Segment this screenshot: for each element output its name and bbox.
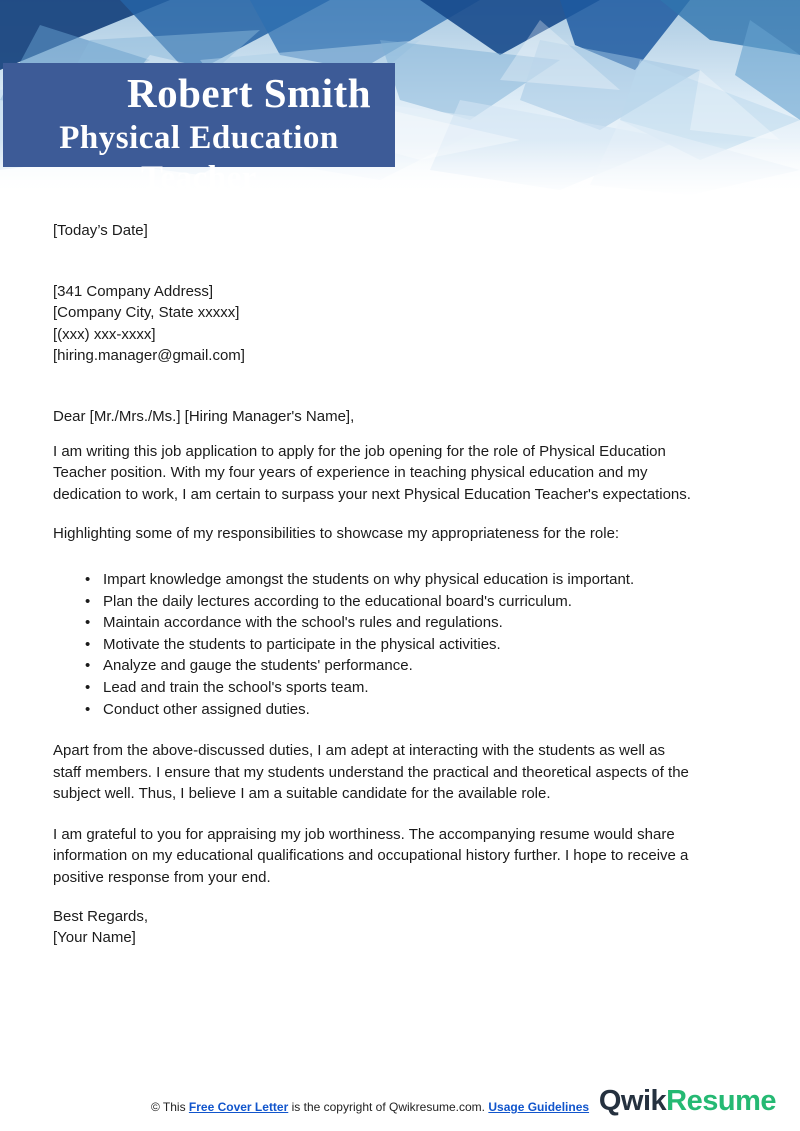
logo-resume-text: Resume: [666, 1085, 776, 1117]
header: [0, 0, 800, 195]
duty-item: • Lead and train the school's sports team.: [85, 677, 755, 699]
qwikresume-logo[interactable]: [599, 1085, 776, 1118]
logo-qwik-text: Qwik: [598, 1085, 667, 1117]
paragraph-line: Apart from the above-discussed duties, I am adept at interacting with the students as well as: [53, 742, 665, 760]
duty-item: • Analyze and gauge the students' performance.: [85, 655, 755, 677]
address-line: [hiring.manager@gmail.com]: [53, 347, 245, 365]
duties-list: [85, 569, 755, 720]
closing-paragraph-1: [53, 740, 755, 805]
usage-guidelines-link[interactable]: Usage Guidelines: [488, 1100, 590, 1114]
paragraph-line: Teacher position. With my four years of experience in teaching physical education and my: [53, 464, 648, 482]
duty-item: • Motivate the students to participate in the physical activities.: [85, 634, 755, 656]
name-banner: [3, 63, 395, 196]
duty-item: • Conduct other assigned duties.: [85, 699, 755, 721]
signoff: Best Regards,: [53, 907, 149, 925]
intro-paragraph: [53, 441, 755, 506]
free-cover-letter-link[interactable]: Free Cover Letter: [188, 1100, 289, 1114]
copyright-prefix: © This: [150, 1100, 189, 1114]
letter-body: [0, 195, 800, 949]
date-line: [Today’s Date]: [53, 222, 148, 239]
footer: [0, 1080, 800, 1131]
person-name: Robert Smith: [126, 70, 371, 116]
duty-item: • Maintain accordance with the school's rules and regulations.: [85, 612, 755, 634]
address-line: [341 Company Address]: [53, 282, 214, 300]
duty-item: • Impart knowledge amongst the students on why physical education is important.: [85, 569, 755, 591]
address-block: [53, 281, 755, 367]
copyright-middle: is the copyright of Qwikresume.com.: [288, 1100, 489, 1114]
highlight-lead: Highlighting some of my responsibilities to showcase my appropriateness for the role:: [53, 525, 620, 543]
salutation: Dear [Mr./Mrs./Ms.] [Hiring Manager's Name],: [53, 407, 355, 425]
paragraph-line: information on my educational qualifications and occupational history further. I hope to receive a: [53, 847, 689, 865]
paragraph-line: I am writing this job application to apply for the job opening for the role of Physical Education: [53, 442, 666, 460]
paragraph-line: dedication to work, I am certain to surpass your next Physical Education Teacher's expectations.: [53, 485, 691, 503]
paragraph-line: subject well. Thus, I believe I am a suitable candidate for the available role.: [53, 785, 551, 803]
duty-item: • Plan the daily lectures according to the educational board's curriculum.: [85, 591, 755, 613]
closing-paragraph-2: [53, 824, 755, 889]
paragraph-line: positive response from your end.: [53, 869, 271, 887]
address-line: [Company City, State xxxxx]: [53, 304, 240, 322]
address-line: [(xxx) xxx-xxxx]: [53, 325, 156, 343]
paragraph-line: I am grateful to you for appraising my job worthiness. The accompanying resume would share: [53, 825, 675, 843]
person-title: Physical Education Teacher: [59, 120, 339, 196]
signature-name: [Your Name]: [53, 929, 136, 947]
paragraph-line: staff members. I ensure that my students understand the practical and theoretical aspects of the: [53, 763, 689, 781]
